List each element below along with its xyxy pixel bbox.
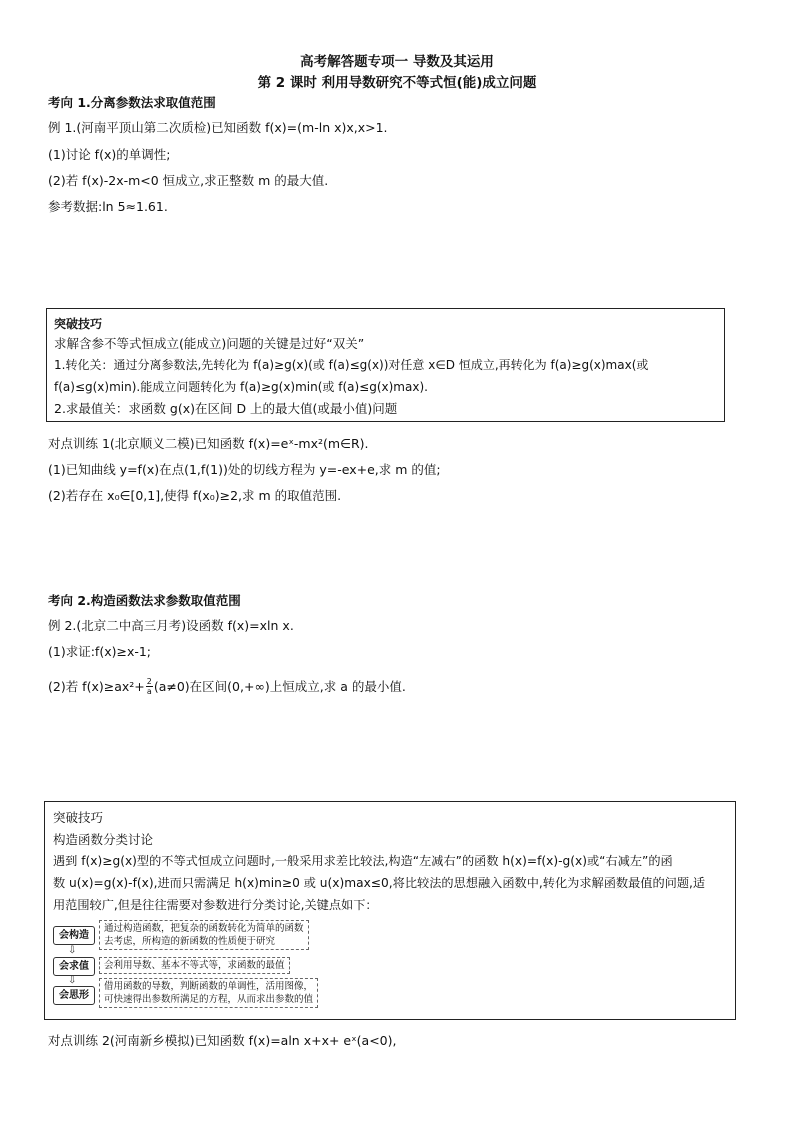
flow-label-shape: 会思形 [53, 986, 95, 1005]
section1-heading: 考向 1.分离参数法求取值范围 [48, 95, 216, 110]
section2-heading: 考向 2.构造函数法求参数取值范围 [48, 593, 241, 608]
flow-text-construct-1: 通过构造函数，把复杂的函数转化为简单的函数 [104, 923, 304, 934]
practice1-q1: (1)已知曲线 y=f(x)在点(1,f(1))处的切线方程为 y=-ex+e,求 m 的值; [48, 462, 441, 477]
tips2-line3: 用范围较广,但是往往需要对参数进行分类讨论,关键点如下： [53, 898, 378, 912]
tips2-subtitle: 构造函数分类讨论 [53, 832, 154, 847]
flow-text-shape-1: 借用函数的导数，判断函数的单调性，活用图像， [104, 981, 314, 992]
tips1-line2: 1.转化关：通过分离参数法,先转化为 f(a)≥g(x)(或 f(a)≤g(x))对任意 x∈D 恒成立,再转化为 f(a)≥g(x)max(或 [54, 358, 649, 372]
flow-text-value-1: 会利用导数、基本不等式等，求函数的最值 [104, 960, 285, 971]
flow-text-shape [99, 978, 318, 1008]
tips1-title: 突破技巧 [54, 317, 103, 331]
example1-reference: 参考数据:ln 5≈1.61. [48, 199, 168, 214]
example2-q2 [48, 677, 406, 696]
down-arrow-icon: ⇩ [68, 975, 77, 986]
flow-text-shape-2: 可快速得出参数所满足的方程，从而求出参数的值 [104, 994, 314, 1005]
example2-intro: 例 2.(北京二中高三月考)设函数 f(x)=xln x. [48, 618, 294, 633]
key-points-flow [53, 920, 353, 1010]
tips-box-2 [44, 801, 736, 1020]
practice1-intro: 对点训练 1(北京顺义二模)已知函数 f(x)=eˣ-mx²(m∈R). [48, 436, 369, 451]
flow-text-construct-2: 去考虑，所构造的新函数的性质便于研究 [104, 936, 276, 947]
fraction [146, 677, 153, 696]
tips2-line2: 数 u(x)=g(x)-f(x),进而只需满足 h(x)min≥0 或 u(x)max≤0,将比较法的思想融入函数中,转化为求解函数最值的问题,适 [53, 876, 706, 890]
tips-box-1 [46, 308, 725, 422]
example2-q2-post: (a≠0)在区间(0,+∞)上恒成立,求 a 的最小值. [153, 678, 406, 694]
flow-label-value: 会求值 [53, 957, 95, 976]
down-arrow-icon: ⇩ [68, 945, 77, 956]
flow-label-construct: 会构造 [53, 926, 95, 945]
example1-q2: (2)若 f(x)-2x-m<0 恒成立,求正整数 m 的最大值. [48, 173, 329, 188]
flow-text-value [99, 957, 290, 974]
tips2-title: 突破技巧 [53, 810, 104, 825]
example1-q1: (1)讨论 f(x)的单调性; [48, 147, 171, 162]
tips1-line3: f(a)≤g(x)min).能成立问题转化为 f(a)≥g(x)min(或 f(a)≤g(x)max). [54, 380, 428, 394]
lesson-subtitle: 第 2 课时 利用导数研究不等式恒(能)成立问题 [257, 75, 537, 91]
example2-q1: (1)求证:f(x)≥x-1; [48, 644, 152, 659]
fraction-denominator: a [146, 687, 152, 696]
fraction-numerator: 2 [146, 677, 152, 686]
practice1-q2: (2)若存在 x₀∈[0,1],使得 f(x₀)≥2,求 m 的取值范围. [48, 488, 342, 503]
example1-intro: 例 1.(河南平顶山第二次质检)已知函数 f(x)=(m-ln x)x,x>1. [48, 120, 388, 135]
tips1-line4: 2.求最值关：求函数 g(x)在区间 D 上的最大值(或最小值)问题 [54, 401, 398, 416]
page-title: 高考解答题专项一 导数及其运用 [300, 54, 494, 70]
flow-text-construct [99, 920, 309, 950]
tips1-line1: 求解含参不等式恒成立(能成立)问题的关键是过好“双关” [54, 336, 365, 351]
tips2-line1: 遇到 f(x)≥g(x)型的不等式恒成立问题时,一般采用求差比较法,构造“左减右”的函数 h(x)=f(x)-g(x)或“右减左”的函 [53, 854, 673, 868]
practice2-intro: 对点训练 2(河南新乡模拟)已知函数 f(x)=aln x+x+ eˣ(a<0), [48, 1033, 397, 1048]
example2-q2-pre: (2)若 f(x)≥ax²+ [48, 678, 145, 694]
